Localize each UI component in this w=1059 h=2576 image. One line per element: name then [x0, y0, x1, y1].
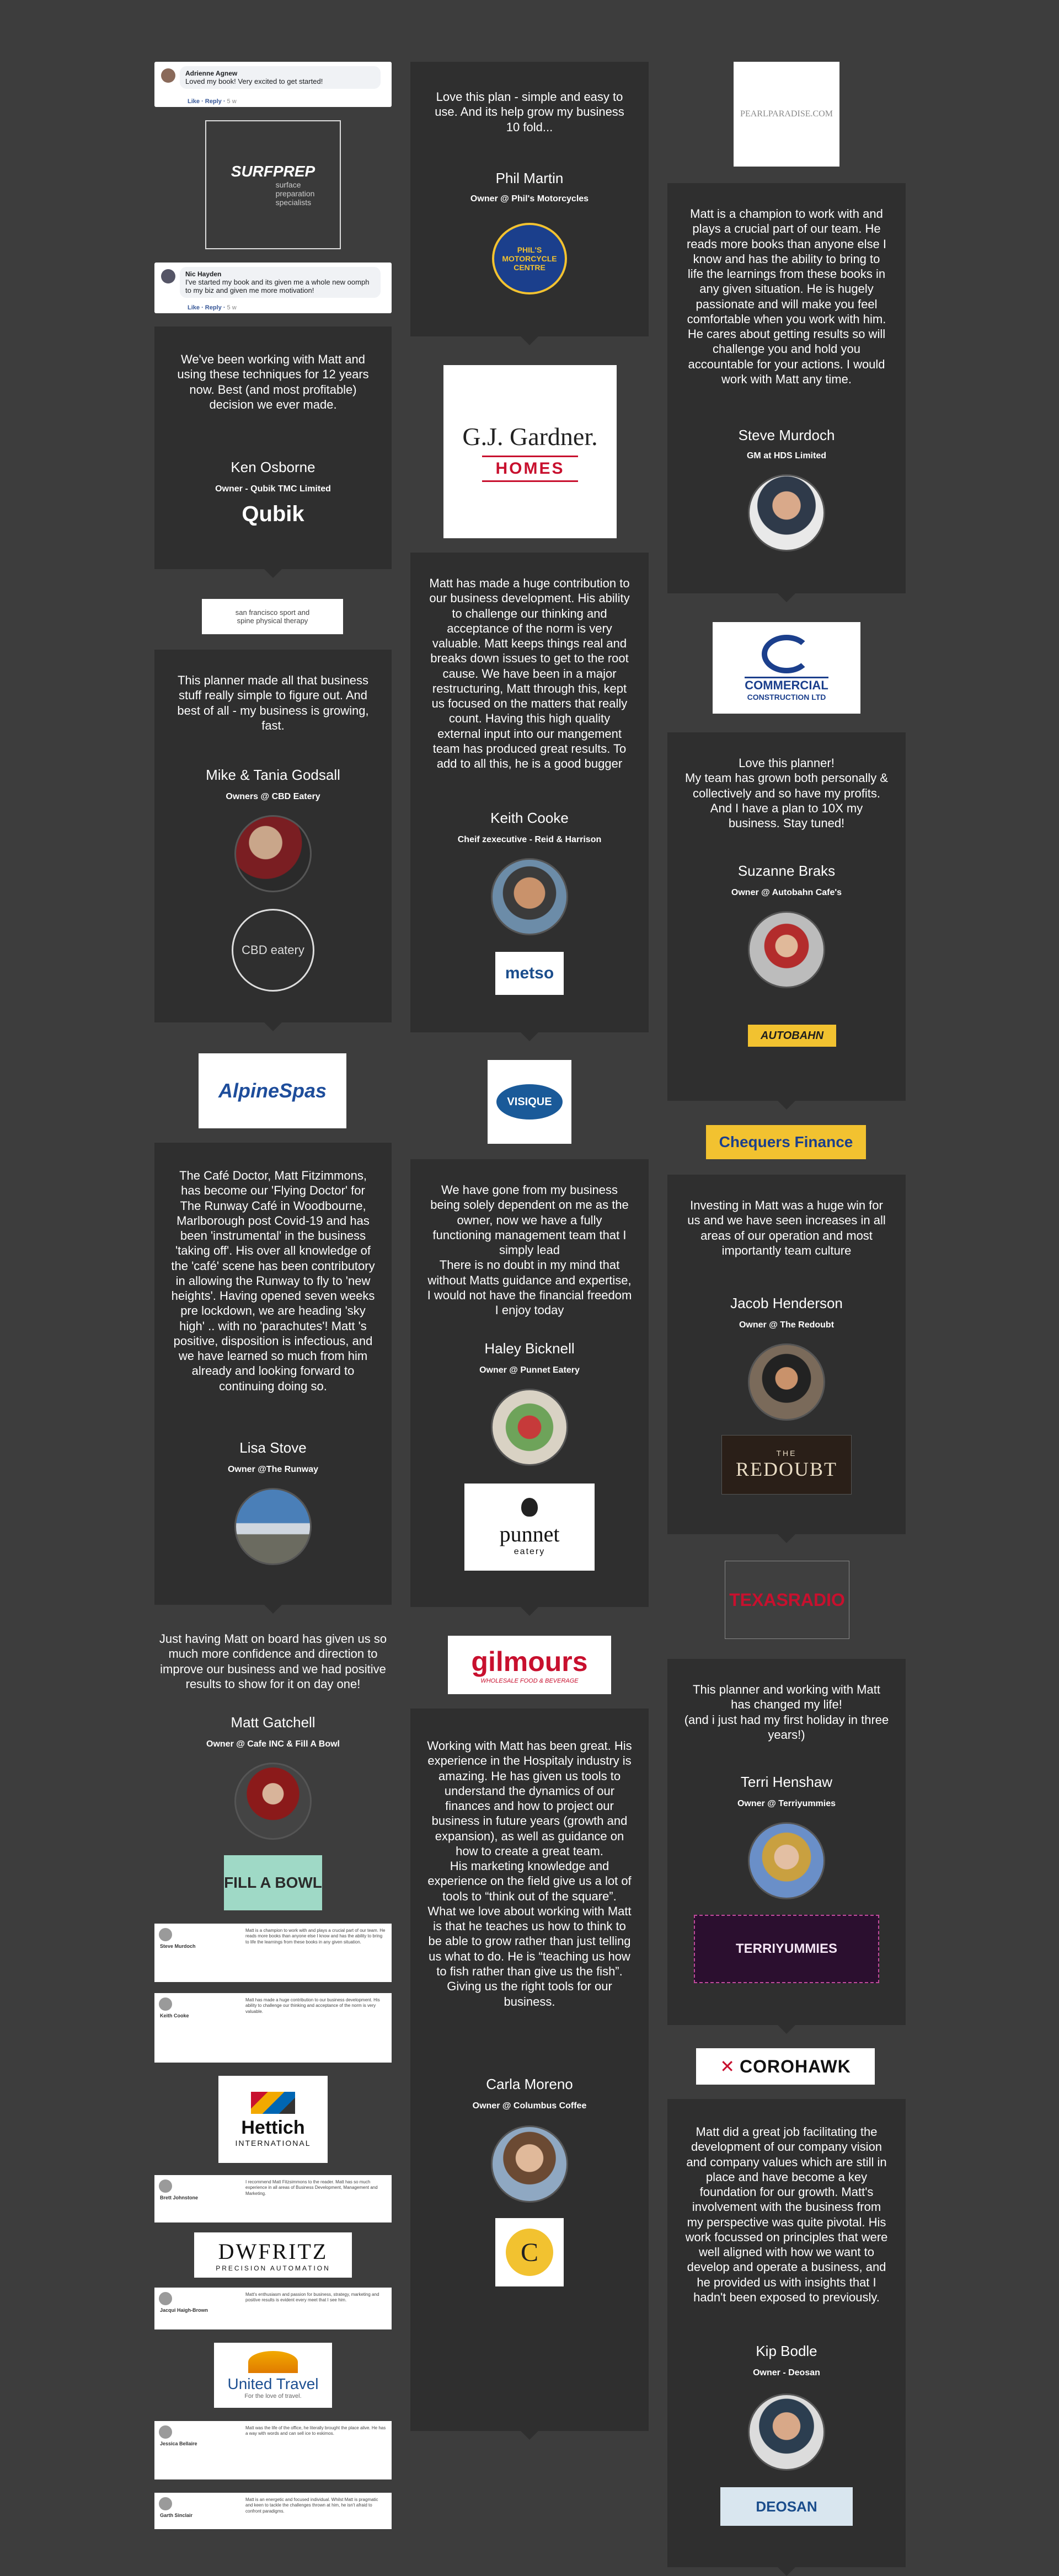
avatar	[748, 1822, 825, 1899]
testimonial-quote: We've been working with Matt and using these techniques for 12 years now. Best (and most profitable) decision we ever made.	[177, 352, 369, 411]
avatar	[234, 1488, 312, 1565]
linkedin-recommendation	[154, 1993, 392, 2063]
terriyummies-logo: TERRIYUMMIES	[694, 1915, 879, 1983]
recommender-name: Jessica Bellaire	[160, 2441, 197, 2446]
comment-actions: Like · Reply · 5 w	[188, 304, 237, 311]
testimonial-role: Owner @ Terriyummies	[737, 1799, 836, 1808]
avatar	[159, 1928, 172, 1941]
like-link[interactable]: Like	[188, 304, 200, 311]
avatar	[234, 815, 312, 892]
comment-bubble	[180, 267, 381, 298]
like-link[interactable]: Like	[188, 98, 200, 105]
comment-text: I've started my book and its given me a whole new oomph to my biz and given me more motivation!	[185, 278, 370, 294]
gilmours-name: gilmours	[471, 1646, 588, 1677]
surfprep-tagline	[276, 180, 315, 207]
avatar	[748, 474, 825, 551]
dwfritz-name: DWFRITZ	[218, 2238, 328, 2264]
testimonial-role: Owner - Deosan	[753, 2368, 820, 2377]
surfprep-logo	[205, 120, 341, 249]
facebook-comment	[154, 263, 392, 313]
testimonial-quote: Matt has made a huge contribution to our business development. His ability to challenge our thinking and acceptance of the norm is very valuable. Matt keeps things real and breaks down issues to get to the root cause. We have been in a major restructuring, Matt through this, kept us focused on the matters that really count. Having this high quality external input into our mangement team has produced great results. To add to all this, he is a good bugger	[429, 576, 630, 771]
sf-sport-spine-logo	[202, 599, 343, 634]
strawberry-icon	[521, 1498, 538, 1517]
linkedin-recommendation	[154, 2421, 392, 2479]
avatar	[748, 2393, 825, 2471]
testimonial-role: Owner @ Punnet Eatery	[479, 1365, 580, 1375]
testimonial-name: Phil Martin	[495, 170, 564, 186]
testimonial-name: Mike & Tania Godsall	[206, 767, 340, 783]
sun-icon	[248, 2351, 298, 2373]
facebook-comment	[154, 62, 392, 107]
testimonial-card-mike-tania	[154, 650, 392, 1022]
comment-time: 5 w	[227, 304, 237, 311]
avatar	[161, 269, 175, 283]
deosan-logo: DEOSAN	[720, 2487, 853, 2526]
testimonial-name: Suzanne Braks	[737, 863, 836, 879]
reply-link[interactable]: Reply	[205, 304, 222, 311]
testimonial-card-lisa-stove	[154, 1143, 392, 1605]
testimonial-card-carla-moreno	[410, 1709, 649, 2431]
testimonial-role: Owner @ The Redoubt	[739, 1320, 835, 1330]
testimonial-quote: Investing in Matt was a huge win for us and we have seen increases in all areas of our operation and most importantly team culture	[687, 1198, 886, 1257]
avatar	[748, 1343, 825, 1421]
columbus-coffee-logo	[495, 2218, 564, 2286]
avatar	[159, 2292, 172, 2305]
avatar	[234, 1763, 312, 1840]
tagline-line: surface	[275, 180, 301, 189]
punnet-name: punnet	[499, 1521, 560, 1546]
logo-line: spine physical therapy	[237, 617, 308, 625]
testimonial-role: Owner @ Phil's Motorcycles	[470, 194, 589, 203]
reply-link[interactable]: Reply	[205, 98, 222, 105]
corohawk-logo	[696, 2048, 875, 2085]
dwfritz-logo	[194, 2232, 352, 2278]
testimonial-quote: This planner and working with Matt has changed my life! (and i just had my first holiday in three years!)	[684, 1683, 889, 1742]
visique-logo	[488, 1060, 571, 1144]
recommendation-text: Matt is a champion to work with and plays a crucial part of our team. He reads more books than anyone else I know and has the ability to bring to life the learnings from these books in any given situation.	[245, 1928, 386, 1945]
c-mark-icon	[762, 635, 811, 673]
linkedin-recommendation	[154, 2288, 392, 2329]
comment-text: Loved my book! Very excited to get started!	[185, 77, 323, 85]
testimonial-quote: Matt is a champion to work with and plays a crucial part of our team. He reads more books than anyone else I know and has the ability to bring to life the learnings from these books in any given situation. He is hugely passionate and will make you feel comfortable when you work with him. He cares about getting results so will challenge you and hold you accountable for your actions. I would work with Matt any time.	[686, 207, 886, 386]
testimonial-card-phil-martin	[410, 62, 649, 336]
hettich-logo	[218, 2076, 328, 2163]
testimonial-name: Steve Murdoch	[738, 427, 835, 443]
gj-gardner-homes: HOMES	[482, 456, 577, 482]
linkedin-recommendation	[154, 2493, 392, 2529]
united-travel-tagline: For the love of travel.	[244, 2393, 302, 2400]
linkedin-recommendation	[154, 2175, 392, 2222]
testimonial-card-terri-henshaw	[667, 1659, 906, 2025]
fill-a-bowl-logo: FILL A BOWL	[224, 1855, 322, 1910]
recommendation-text: Matt was the life of the office, he literally brought the place alive. He has a way with words and can sell ice to eskimos.	[245, 2425, 386, 2436]
the-redoubt-logo	[721, 1435, 852, 1495]
hettich-subtitle: INTERNATIONAL	[235, 2138, 311, 2147]
avatar	[161, 68, 175, 83]
united-travel-logo	[214, 2343, 332, 2408]
united-travel-name: United Travel	[227, 2375, 319, 2392]
alpinespas-logo: AlpineSpas	[199, 1053, 346, 1128]
corohawk-mark-icon: ✕	[720, 2056, 736, 2076]
metso-logo: metso	[495, 952, 564, 995]
logo-line: san francisco sport and	[235, 608, 310, 617]
redoubt-name: REDOUBT	[736, 1458, 837, 1480]
testimonial-role: Owners @ CBD Eatery	[226, 792, 320, 801]
recommender-name: Jacqui Haigh-Brown	[160, 2307, 208, 2313]
recommendation-text: Matt's enthusiasm and passion for business, strategy, marketing and positive results is evident every meet that I see him.	[245, 2292, 379, 2303]
testimonial-quote: Love this planner! My team has grown both personally & collectively and so have my profits. And I have a plan to 10X my business. Stay tuned!	[684, 756, 889, 831]
corohawk-name: COROHAWK	[740, 2056, 851, 2076]
visique-name: VISIQUE	[496, 1084, 563, 1120]
recommender-name: Keith Cooke	[160, 2013, 189, 2018]
testimonial-role: Owner @ Cafe INC & Fill A Bowl	[206, 1739, 340, 1749]
testimonial-role: Owner @ Columbus Coffee	[472, 2101, 587, 2111]
chequers-finance-logo: Chequers Finance	[706, 1125, 866, 1159]
cbd-eatery-logo: CBD eatery	[232, 909, 314, 992]
gj-gardner-homes-logo	[443, 365, 617, 538]
recommender-name: Garth Sinclair	[160, 2513, 193, 2518]
tagline-line: preparation	[275, 189, 315, 198]
comment-author: Adrienne Agnew	[185, 69, 238, 77]
testimonial-quote: Just having Matt on board has given us so much more confidence and direction to improve our business and we had positive results to show for it on day one!	[159, 1632, 387, 1691]
testimonial-name: Haley Bicknell	[484, 1340, 575, 1357]
testimonial-role: Owner - Qubik TMC Limited	[215, 484, 331, 494]
comment-time: 5 w	[227, 98, 237, 105]
testimonial-role: Owner @ Autobahn Cafe's	[731, 888, 842, 897]
avatar	[491, 2125, 568, 2203]
comment-bubble	[180, 66, 381, 89]
testimonial-card-steve-murdoch	[667, 183, 906, 593]
avatar	[159, 2425, 172, 2439]
redoubt-prefix: THE	[776, 1449, 797, 1458]
testimonial-name: Ken Osborne	[231, 459, 315, 475]
gilmours-logo	[448, 1636, 611, 1694]
commercial-name: COMMERCIAL	[745, 677, 828, 693]
testimonial-quote: The Café Doctor, Matt Fitzimmons, has become our 'Flying Doctor' for The Runway Café in Woodbourne, Marlborough post Covid-19 and has been 'instrumental' in the business 'taking off'. His over all knowledge of the 'café' scene has been contributory in allowing the Runway to fly to 'new heights'. Having opened seven weeks pre lockdown, we are heading 'sky high' .. with no 'parachutes'! Matt 's positive, disposition is infectious, and we have learned so much from him already and looking forward to continuing doing so.	[171, 1169, 375, 1393]
surfprep-name: SURFPREP	[231, 163, 315, 180]
avatar	[748, 911, 825, 988]
avatar	[159, 2179, 172, 2193]
punnet-subtitle: eatery	[514, 1546, 545, 1556]
testimonial-quote: Working with Matt has been great. His experience in the Hospitaly industry is amazing. He has given us tools to understand the dynamics of our finances and how to project our business in future years (growth and expansion), as well as guidance on how to create a great team. His marketing knowledge and experience on the field give us a lot of tools to “think out of the square”. What we love about working with Matt is that he teaches us how to think to be able to grow rather than just telling us what to do. He is “teaching us how to fish rather than give us the fish”. Giving us the right tools for our business.	[427, 1739, 632, 2009]
pearl-paradise-logo: PEARLPARADISE.COM	[734, 62, 839, 167]
testimonial-quote: We have gone from my business being solely dependent on me as the owner, now we have a fully functioning management team that I simply lead There is no doubt in my mind that without Matts guidance and expertise, I would not have the financial freedom I enjoy today	[427, 1183, 632, 1318]
testimonial-card-kip-bodle	[667, 2099, 906, 2567]
commercial-subtitle: CONSTRUCTION LTD	[747, 692, 826, 701]
avatar	[159, 1997, 172, 2011]
testimonial-card-keith-cooke	[410, 553, 649, 1032]
testimonial-name: Carla Moreno	[486, 2076, 573, 2092]
comment-author: Nic Hayden	[185, 270, 222, 278]
avatar	[491, 858, 568, 935]
testimonial-card-jacob-henderson	[667, 1175, 906, 1534]
linkedin-recommendation	[154, 1924, 392, 1982]
phils-motorcycles-logo: PHIL'S MOTORCYCLE CENTRE	[492, 223, 567, 294]
testimonial-quote: Matt did a great job facilitating the development of our company vision and company values which are still in place and have become a key foundation for our growth. Matt's involvement with the business from my perspective was quite pivotal. His work focussed on principles that were well aligned with how we want to develop and operate a business, and he provided us with insights that I hadn't been exposed to previously.	[685, 2125, 888, 2304]
testimonial-name: Terri Henshaw	[740, 1774, 833, 1790]
recommender-name: Brett Johnstone	[160, 2195, 199, 2200]
recommendation-text: I recommend Matt Fitzsimmons to the reader. Matt has so much experience in all areas of Business Development, Management and Marketing.	[245, 2179, 378, 2196]
testimonial-role: GM at HDS Limited	[746, 451, 826, 460]
recommendation-text: Matt is an energetic and focused individual. Whilst Matt is pragmatic and keen to tackle the challenges thrown at him, he isn't afraid to confront paradigms.	[245, 2497, 378, 2514]
comment-actions: Like · Reply · 5 w	[188, 98, 237, 105]
tagline-line: specialists	[275, 198, 312, 207]
dwfritz-subtitle: PRECISION AUTOMATION	[216, 2264, 330, 2272]
testimonial-role: Owner @The Runway	[227, 1465, 319, 1474]
columbus-c-mark: C	[506, 2229, 553, 2276]
testimonial-name: Matt Gatchell	[231, 1714, 315, 1731]
testimonial-name: Lisa Stove	[239, 1439, 307, 1456]
testimonial-card-ken-osborne	[154, 326, 392, 569]
testimonial-name: Kip Bodle	[756, 2343, 817, 2359]
punnet-eatery-logo	[464, 1484, 595, 1571]
recommendation-text: Matt has made a huge contribution to our business development. His ability to challenge our thinking and acceptance of the norm is very valuable.	[245, 1997, 380, 2014]
testimonial-block-matt-gatchell	[154, 1627, 392, 1891]
hettich-stripes-icon	[251, 2092, 295, 2114]
testimonial-name: Jacob Henderson	[730, 1295, 843, 1311]
qubik-logo: Qubik	[242, 502, 304, 526]
recommender-name: Steve Murdoch	[160, 1943, 196, 1949]
gj-gardner-name: G.J. Gardner.	[462, 422, 598, 451]
gilmours-subtitle: WHOLESALE FOOD & BEVERAGE	[480, 1678, 579, 1684]
testimonial-card-suzanne-braks	[667, 732, 906, 1101]
testimonial-card-haley-bicknell	[410, 1159, 649, 1607]
autobahn-logo: AUTOBAHN	[748, 1025, 836, 1047]
testimonial-name: Keith Cooke	[490, 810, 569, 826]
texas-radio-logo: TEXASRADIO	[725, 1561, 849, 1639]
testimonial-quote: This planner made all that business stuff really simple to figure out. And best of all - my business is growing, fast.	[177, 673, 369, 732]
avatar	[159, 2497, 172, 2510]
avatar	[491, 1389, 568, 1466]
commercial-construction-logo	[713, 622, 860, 714]
testimonial-role: Cheif zexecutive - Reid & Harrison	[457, 835, 602, 844]
hettich-name: Hettich	[241, 2117, 305, 2138]
testimonial-quote: Love this plan - simple and easy to use. And its help grow my business 10 fold...	[435, 90, 624, 134]
